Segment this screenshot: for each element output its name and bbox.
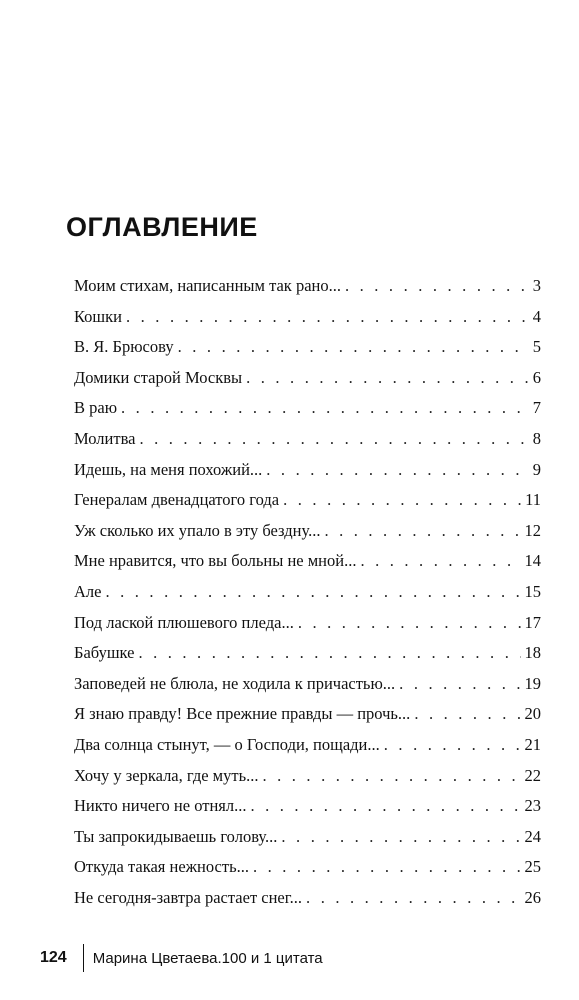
- toc-entry-page: 20: [524, 704, 541, 724]
- toc-entry-page: 15: [524, 581, 541, 601]
- toc-dot-leader: [253, 857, 521, 877]
- toc-entry: [74, 613, 541, 644]
- toc-dot-leader: [139, 429, 528, 449]
- toc-dot-leader: [121, 398, 529, 418]
- table-of-contents: [74, 276, 541, 918]
- toc-entry-page: 12: [524, 520, 541, 540]
- toc-dot-leader: [126, 307, 529, 327]
- toc-dot-leader: [281, 827, 520, 847]
- toc-entry-title: Не сегодня-завтра растает снег...: [74, 887, 303, 907]
- toc-entry-page: 25: [524, 857, 541, 877]
- toc-entry-title: Под лаской плюшевого пледа...: [74, 612, 294, 632]
- toc-entry: [74, 398, 541, 429]
- toc-entry-page: 24: [524, 826, 541, 846]
- toc-entry: [74, 643, 541, 674]
- toc-dot-leader: [178, 337, 529, 357]
- toc-dot-leader: [360, 551, 520, 571]
- toc-dot-leader: [138, 643, 520, 663]
- toc-dot-leader: [283, 490, 521, 510]
- toc-entry-title: Мне нравится, что вы больны не мной...: [74, 551, 357, 571]
- toc-entry-page: 6: [532, 367, 541, 387]
- toc-dot-leader: [250, 796, 520, 816]
- toc-entry: [74, 368, 541, 399]
- toc-entry-title: Домики старой Москвы: [74, 367, 243, 387]
- footer-page-number: 124: [40, 949, 67, 966]
- toc-entry-title: Два солнца стынут, — о Господи, пощади...: [74, 734, 380, 754]
- toc-entry: [74, 827, 541, 858]
- toc-entry-title: Откуда такая нежность...: [74, 857, 249, 877]
- toc-entry: [74, 888, 541, 919]
- toc-entry: [74, 429, 541, 460]
- toc-entry-title: Уж сколько их упало в эту бездну...: [74, 520, 321, 540]
- page-footer: [40, 944, 323, 972]
- toc-entry-title: Молитва: [74, 428, 136, 448]
- toc-entry: [74, 704, 541, 735]
- toc-entry-title: В раю: [74, 398, 118, 418]
- toc-entry-page: 9: [532, 459, 541, 479]
- toc-dot-leader: [306, 888, 520, 908]
- toc-dot-leader: [246, 368, 529, 388]
- toc-dot-leader: [384, 735, 521, 755]
- toc-entry-title: Бабушке: [74, 643, 135, 663]
- toc-entry-page: 3: [532, 276, 541, 295]
- toc-entry-page: 4: [532, 306, 541, 326]
- toc-dot-leader: [298, 613, 521, 633]
- toc-dot-leader: [266, 460, 528, 480]
- toc-entry-page: 7: [532, 398, 541, 418]
- toc-entry-page: 11: [525, 490, 541, 510]
- toc-entry: [74, 521, 541, 552]
- toc-entry: [74, 551, 541, 582]
- toc-dot-leader: [105, 582, 520, 602]
- toc-entry: [74, 307, 541, 338]
- toc-dot-leader: [399, 674, 520, 694]
- toc-entry-page: 23: [524, 796, 541, 816]
- toc-entry-title: Хочу у зеркала, где муть...: [74, 765, 259, 785]
- toc-entry: [74, 337, 541, 368]
- toc-entry-title: Але: [74, 581, 102, 601]
- toc-entry-title: Я знаю правду! Все прежние правды — прочь...: [74, 704, 411, 724]
- toc-dot-leader: [345, 276, 529, 296]
- toc-entry-page: 19: [524, 673, 541, 693]
- toc-entry-title: Моим стихам, написанным так рано...: [74, 276, 341, 295]
- toc-entry: [74, 857, 541, 888]
- toc-entry-page: 17: [524, 612, 541, 632]
- footer-book-title: Марина Цветаева.100 и 1 цитата: [92, 949, 323, 967]
- toc-dot-leader: [324, 521, 520, 541]
- toc-entry-page: 26: [524, 887, 541, 907]
- toc-entry-page: 5: [532, 337, 541, 357]
- toc-entry-title: Заповедей не блюла, не ходила к причастью...: [74, 673, 396, 693]
- toc-entry-page: 22: [524, 765, 541, 785]
- toc-entry: [74, 582, 541, 613]
- toc-entry-title: Генералам двенадцатого года: [74, 490, 280, 510]
- footer-divider: [83, 944, 84, 972]
- toc-entry: [74, 796, 541, 827]
- toc-entry: [74, 460, 541, 491]
- toc-entry: [74, 490, 541, 521]
- toc-entry-title: Кошки: [74, 306, 122, 326]
- toc-entry: [74, 735, 541, 766]
- toc-entry-title: Идешь, на меня похожий...: [74, 459, 263, 479]
- toc-entry-page: 21: [524, 734, 541, 754]
- page-title: ОГЛАВЛЕНИЕ: [66, 212, 258, 242]
- toc-dot-leader: [414, 704, 520, 724]
- toc-entry-page: 18: [524, 643, 541, 663]
- toc-entry-page: 8: [532, 428, 541, 448]
- toc-entry: [74, 276, 541, 307]
- toc-entry-page: 14: [524, 551, 541, 571]
- toc-entry-title: Ты запрокидываешь голову...: [74, 826, 278, 846]
- toc-dot-leader: [262, 766, 520, 786]
- toc-entry-title: В. Я. Брюсову: [74, 337, 174, 357]
- toc-entry: [74, 674, 541, 705]
- toc-entry: [74, 766, 541, 797]
- toc-entry-title: Никто ничего не отнял...: [74, 796, 247, 816]
